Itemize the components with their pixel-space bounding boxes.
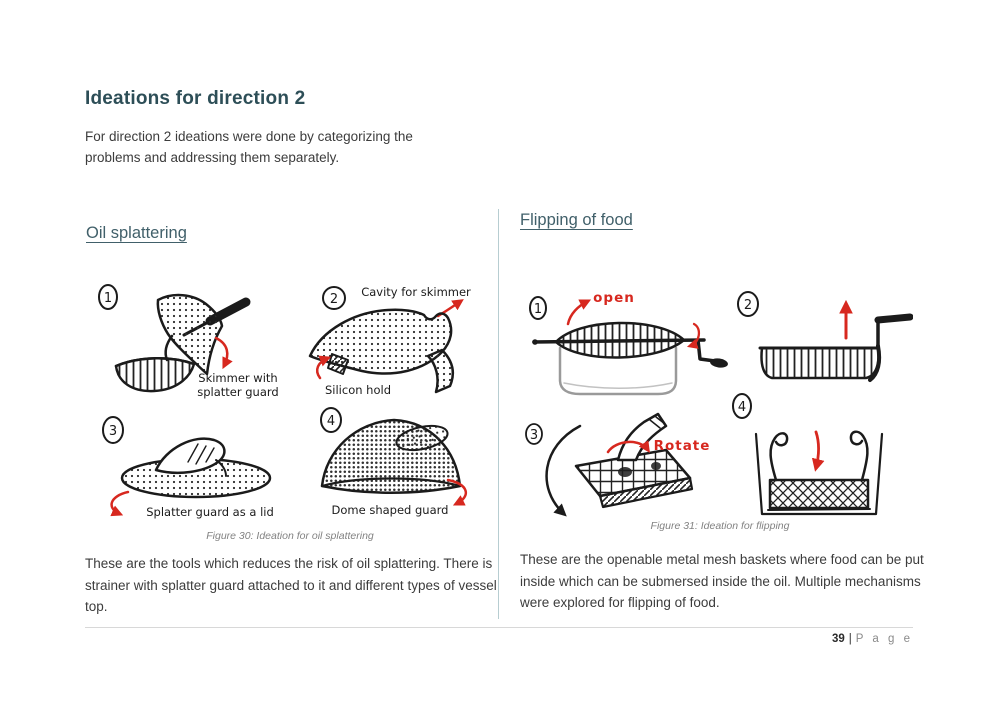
sketch-annotation: open: [593, 290, 635, 306]
circled-number-icon: [99, 285, 117, 309]
page-footer: [832, 633, 913, 645]
sketch-oil-1-skimmer: [88, 278, 293, 402]
sketch-annotation: Rotate: [653, 438, 711, 454]
footer-separator: |: [848, 633, 852, 645]
circled-number-icon: [103, 417, 123, 443]
circled-number-icon: [738, 292, 758, 316]
section-heading-flipping-of-food: Flipping of food: [520, 211, 633, 229]
basket-drawing: [760, 317, 910, 380]
sketch-number: 4: [737, 400, 747, 415]
page-number: 39: [831, 633, 845, 645]
body-paragraph-oil: These are the tools which reduces the risk of oil splattering. There is strainer with splatter guard attached to it and different types of vessel top.: [85, 556, 497, 614]
intro-paragraph: For direction 2 ideations were done by categorizing the problems and addressing them separately.: [85, 129, 413, 165]
guard-drawing: [310, 310, 453, 392]
sketch-flip-3-rotate-basket: [518, 388, 723, 526]
red-arrow-icon: [216, 338, 227, 366]
page-title: Ideations for direction 2: [85, 88, 306, 109]
figure-caption-30: Figure 30: Ideation for oil splattering: [206, 530, 374, 542]
sketch-number: 4: [326, 414, 336, 429]
sketch-number: 3: [108, 424, 118, 439]
body-paragraph-flipping: These are the openable metal mesh baskets where food can be put inside which can be submersed inside the oil. Multiple mechanisms were explored for flipping of food.: [520, 552, 924, 610]
circled-number-icon: [530, 297, 546, 319]
footer-divider: [85, 627, 913, 628]
circled-number-icon: [526, 424, 542, 444]
sketch-label: Skimmer with: [198, 371, 278, 385]
sketch-flip-1-crank-basket: [518, 280, 730, 402]
sketch-flip-4-submerge-basket: [718, 388, 913, 526]
circled-number-icon: [321, 408, 341, 432]
page-label: P a g e: [855, 633, 913, 645]
red-arrow-icon: [816, 432, 819, 468]
sketch-label: Cavity for skimmer: [361, 285, 471, 299]
figure-caption-31: Figure 31: Ideation for flipping: [650, 520, 790, 532]
circled-number-icon: [323, 287, 345, 309]
sketch-label: Splatter guard as a lid: [146, 505, 274, 519]
lid-drawing: [122, 439, 270, 497]
sketch-oil-4-dome-guard: [298, 398, 493, 522]
flip-arc-arrow-icon: [547, 426, 580, 514]
sketch-flip-2-lift-basket: [728, 280, 913, 392]
section-heading-oil-splattering: Oil splattering: [86, 224, 187, 242]
sketch-label: Dome shaped guard: [331, 503, 449, 517]
red-arrow-icon: [112, 492, 128, 514]
dome-drawing: [322, 420, 460, 493]
sketch-number: 2: [329, 292, 339, 307]
circled-number-icon: [733, 394, 751, 418]
sketch-number: 2: [743, 298, 753, 313]
sketch-oil-2-cavity-guard: [298, 276, 493, 400]
red-arrow-icon: [568, 301, 588, 324]
sketch-number: 1: [533, 302, 543, 317]
grid-basket-drawing: [576, 414, 692, 507]
sketch-oil-3-lid-guard: [88, 408, 293, 522]
sketch-label: splatter guard: [197, 385, 279, 399]
sketch-number: 3: [529, 428, 539, 443]
sketch-number: 1: [103, 291, 113, 306]
sketch-label: Silicon hold: [324, 383, 392, 397]
